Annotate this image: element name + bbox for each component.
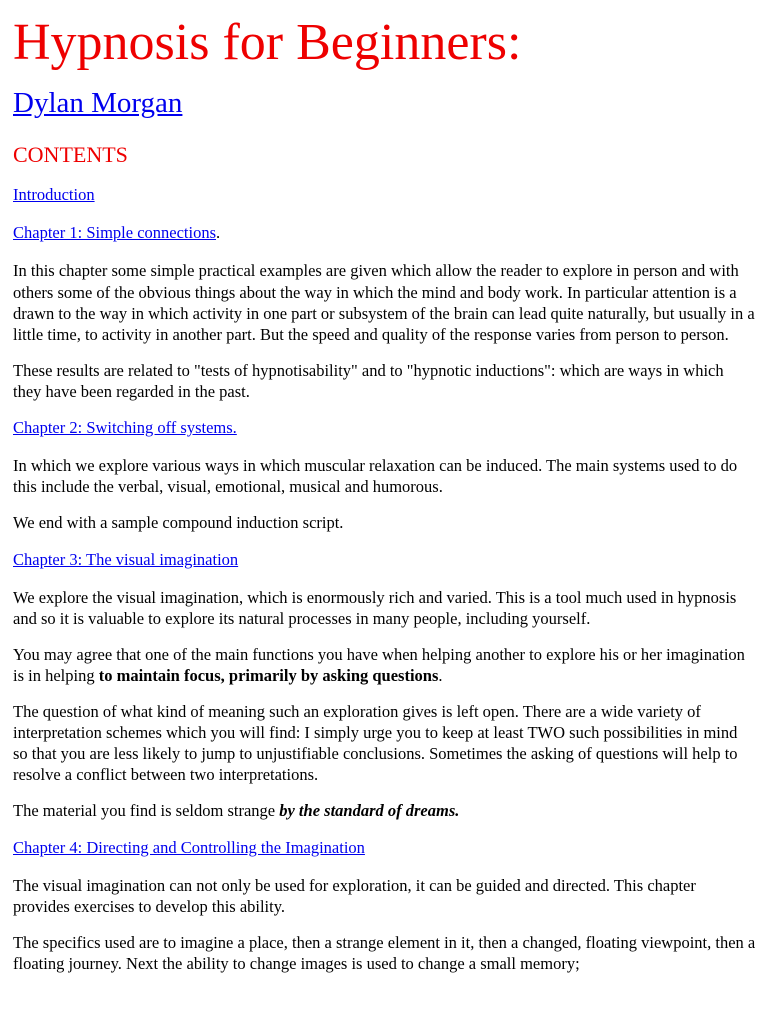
link-line-chapter-4 bbox=[13, 837, 756, 858]
chapter-1-period: . bbox=[216, 223, 221, 243]
link-line-chapter-2 bbox=[13, 417, 756, 438]
paragraph-ch3-4 bbox=[13, 800, 756, 821]
link-chapter-3[interactable]: Chapter 3: The visual imagination bbox=[13, 549, 239, 569]
link-line-chapter-3 bbox=[13, 549, 756, 570]
paragraph-ch1-2: These results are related to "tests of hypnotisability" and to "hypnotic inductions": which are ways in which they have been regarded in the past. bbox=[13, 360, 724, 401]
paragraph-ch2-2: We end with a sample compound induction script. bbox=[13, 513, 344, 533]
author-heading bbox=[13, 87, 756, 120]
paragraph-ch3-3: The question of what kind of meaning such an exploration gives is left open. There are a wide variety of interpretation schemes which you will find: I simply urge you to keep at least TWO such possibilities in mind so that you are less likely to jump to unjustifiable conclusions. Sometimes the asking of questions will help to resolve a conflict between two interpretations. bbox=[13, 702, 738, 785]
paragraph-ch3-1: We explore the visual imagination, which is enormously rich and varied. This is a tool much used in hypnosis and so it is valuable to explore its natural processes in many people, including yourself. bbox=[13, 587, 737, 628]
paragraph-text: The material you find is seldom strange bbox=[13, 801, 280, 821]
link-chapter-4[interactable]: Chapter 4: Directing and Controlling the Imagination bbox=[13, 837, 365, 857]
paragraph-ch3-2 bbox=[13, 644, 756, 686]
paragraph-ch4-1: The visual imagination can not only be used for exploration, it can be guided and directed. This chapter provides exercises to develop this ability. bbox=[13, 875, 696, 916]
paragraph-text: . bbox=[438, 665, 443, 685]
link-line-chapter-1 bbox=[13, 222, 756, 243]
paragraph-ch2-1: In which we explore various ways in which muscular relaxation can be induced. The main systems used to do this include the verbal, visual, emotional, musical and humorous. bbox=[13, 456, 738, 497]
link-chapter-2[interactable]: Chapter 2: Switching off systems. bbox=[13, 418, 237, 438]
contents-heading: CONTENTS bbox=[13, 142, 128, 168]
paragraph-bold-italic-text: by the standard of dreams. bbox=[279, 801, 460, 821]
paragraph-ch1-1: In this chapter some simple practical examples are given which allow the reader to explore in person and with others some of the obvious things about the way in which the mind and body work. In particular attention is a drawn to the way in which activity in one part or subsystem of the brain can lead quite naturally, but usually in a little time, to activity in another part. But the speed and quality of the response varies from person to person. bbox=[13, 261, 755, 344]
link-chapter-1[interactable]: Chapter 1: Simple connections bbox=[13, 223, 217, 243]
author-link[interactable]: Dylan Morgan bbox=[13, 87, 183, 120]
page-title: Hypnosis for Beginners: bbox=[13, 14, 522, 71]
paragraph-bold-text: to maintain focus, primarily by asking questions bbox=[98, 665, 439, 685]
link-line-introduction bbox=[13, 184, 756, 205]
link-introduction[interactable]: Introduction bbox=[13, 185, 95, 205]
paragraph-ch4-2: The specifics used are to imagine a place, then a strange element in it, then a changed, floating viewpoint, then a floating journey. Next the ability to change images is used to change a small memory; bbox=[13, 932, 756, 974]
paragraph-text: You may agree that one of the main functions you have when helping another to explore his or her imagination is in helping bbox=[13, 644, 745, 685]
